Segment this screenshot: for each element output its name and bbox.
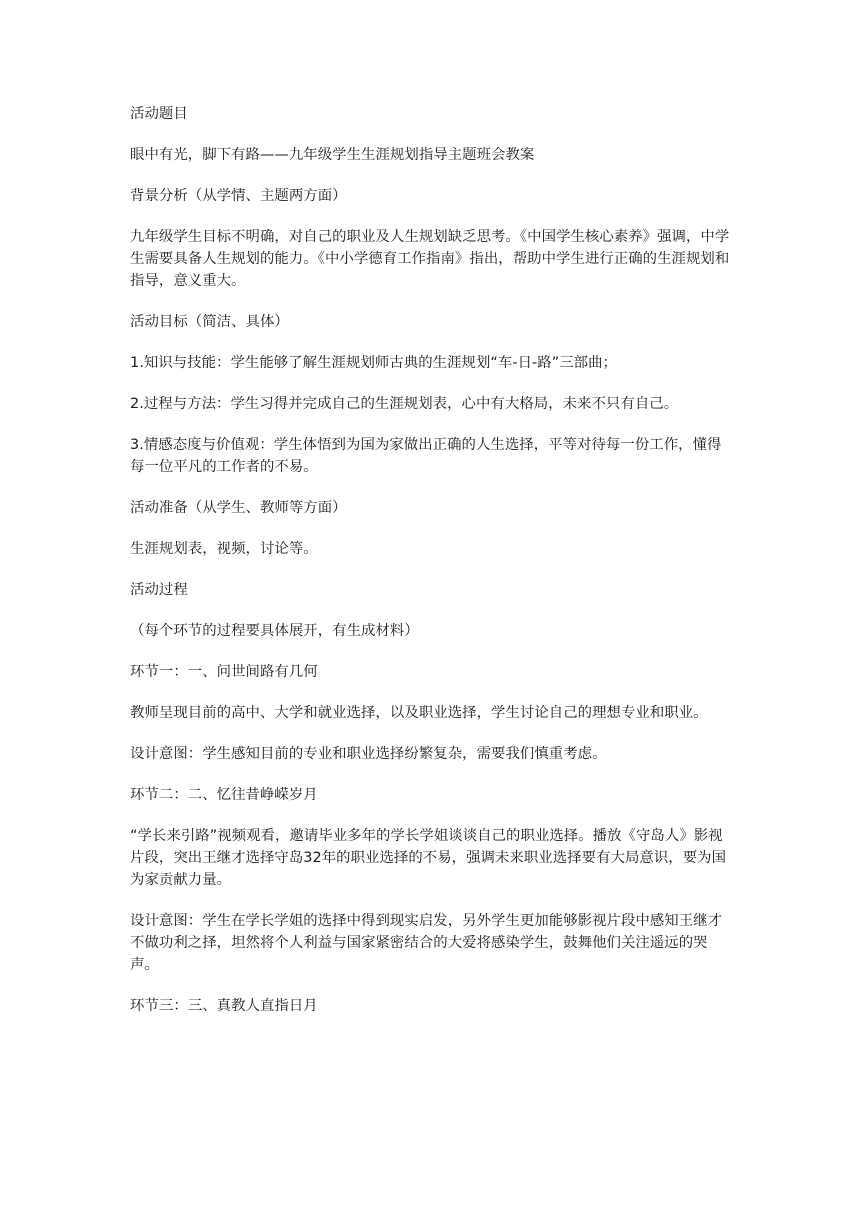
goal-attitude: 3.情感态度与价值观：学生体悟到为国为家做出正确的人生选择，平等对待每一份工作，懂得每一位平凡的工作者的不易。 <box>130 437 722 475</box>
background-text: 九年级学生目标不明确，对自己的职业及人生规划缺乏思考。《中国学生核心素养》强调，中学生需要具备人生规划的能力。《中小学德育工作指南》指出，帮助中学生进行正确的生涯规划和指导，意义重大。 <box>130 229 730 289</box>
step-one-intent: 设计意图：学生感知目前的专业和职业选择纷繁复杂，需要我们慎重考虑。 <box>130 746 607 762</box>
document-body <box>130 103 732 1036</box>
step-two-intent: 设计意图：学生在学长学姐的选择中得到现实启发，另外学生更加能够影视片段中感知王继才不做功利之择，坦然将个人利益与国家紧密结合的大爱将感染学生，鼓舞他们关注遥远的哭声。 <box>130 913 723 973</box>
process-note: （每个环节的过程要具体展开，有生成材料） <box>130 623 419 639</box>
step-one-heading: 环节一：一、问世间路有几何 <box>130 664 318 680</box>
activity-title-heading: 活动题目 <box>130 106 188 122</box>
goal-process: 2.过程与方法：学生习得并完成自己的生涯规划表，心中有大格局，未来不只有自己。 <box>130 396 679 412</box>
step-one-text: 教师呈现目前的高中、大学和就业选择，以及职业选择，学生讨论自己的理想专业和职业。 <box>130 705 708 721</box>
process-heading: 活动过程 <box>130 582 188 598</box>
step-two-heading: 环节二：二、忆往昔峥嵘岁月 <box>130 787 318 803</box>
preparation-text: 生涯规划表，视频，讨论等。 <box>130 541 318 557</box>
lesson-title: 眼中有光，脚下有路——九年级学生生涯规划指导主题班会教案 <box>130 147 535 163</box>
preparation-heading: 活动准备（从学生、教师等方面） <box>130 500 347 516</box>
background-heading: 背景分析（从学情、主题两方面） <box>130 188 347 204</box>
step-three-heading: 环节三：三、真教人直指日月 <box>130 998 318 1014</box>
step-two-text: “学长来引路”视频观看，邀请毕业多年的学长学姐谈谈自己的职业选择。播放《守岛人》影视片段，突出王继才选择守岛32年的职业选择的不易，强调未来职业选择要有大局意识，要为国为家贡献力量。 <box>130 828 727 888</box>
goal-knowledge: 1.知识与技能：学生能够了解生涯规划师古典的生涯规划“车-日-路”三部曲； <box>130 355 617 371</box>
goals-heading: 活动目标（简洁、具体） <box>130 314 289 330</box>
